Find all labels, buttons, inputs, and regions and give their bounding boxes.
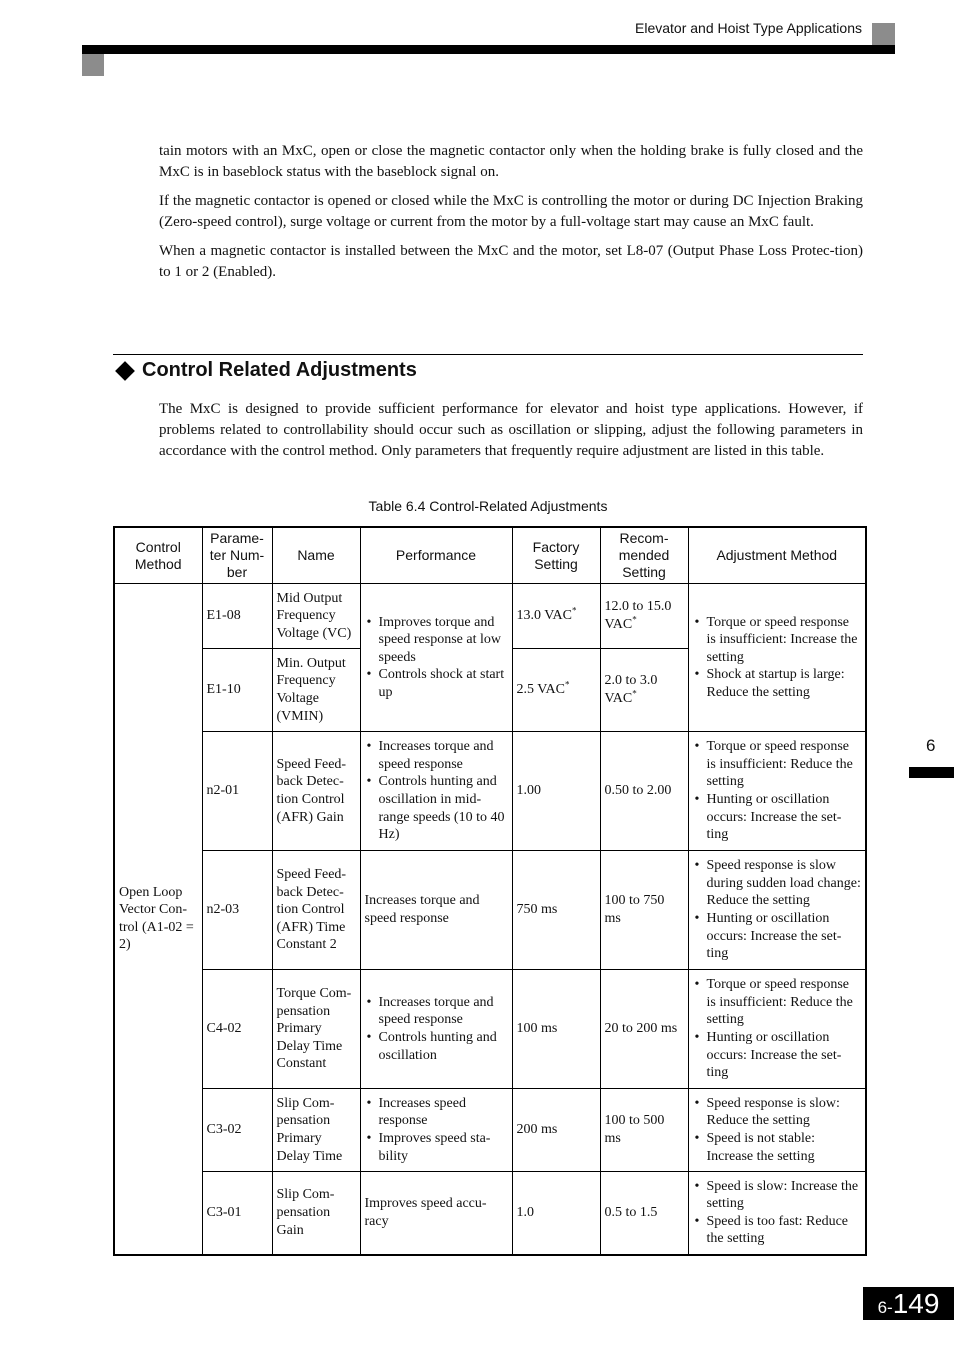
table-row: [114, 1172, 866, 1255]
table-row: [114, 970, 866, 1089]
section-text: [159, 399, 863, 470]
adjustment-item: • Speed is not stable: Increase the setting: [693, 1130, 862, 1165]
param-number-cell: C4-02: [202, 970, 272, 1089]
table-row: [114, 584, 866, 649]
recommended-value: 12.0 to 15.0 VAC: [604, 599, 672, 632]
adjustment-item: • Hunting or oscillation occurs: Increase the set-ting: [693, 910, 862, 963]
intro-paragraph: When a magnetic contactor is installed between the MxC and the motor, set L8-07 (Output Phase Loss Protec-tion) to 1 or 2 (Enabled).: [159, 243, 863, 280]
adjustment-item: • Torque or speed response is insufficient: Increase the setting: [693, 614, 862, 667]
adjustment-item: • Hunting or oscillation occurs: Increase the set-ting: [693, 1029, 862, 1082]
performance-item: • Improves speed sta-bility: [365, 1130, 508, 1165]
section-paragraph: The MxC is designed to provide sufficient performance for elevator and hoist type applications. However, if problems related to controllability should occur such as oscillation or slipping, adjust the following parameters in accordance with the control method. Only parameters that frequently require adjustment are listed in this table.: [159, 401, 863, 459]
param-name-cell: Torque Com-pensation Primary Delay Time Constant: [272, 970, 360, 1089]
table-row: [114, 1089, 866, 1172]
param-name-cell: Speed Feed-back Detec-tion Control (AFR) Time Constant 2: [272, 851, 360, 970]
intro-paragraph: If the magnetic contactor is opened or closed while the MxC is controlling the motor or during DC Injection Braking (Zero-speed control), surge voltage or current from the motor by a full-voltage start may cause an MxC fault.: [159, 193, 863, 230]
performance-item: • Controls shock at start up: [365, 666, 508, 701]
chapter-tab-number: 6: [926, 736, 936, 755]
adjustment-item: • Hunting or oscillation occurs: Increase the set-ting: [693, 791, 862, 844]
factory-setting-cell: 1.0: [512, 1172, 600, 1255]
adjustment-item: • Speed is too fast: Reduce the setting: [693, 1213, 862, 1248]
performance-item: • Controls hunting and oscillation in mid-range speeds (10 to 40 Hz): [365, 773, 508, 843]
recommended-setting-cell: [600, 584, 688, 649]
param-name-cell: Slip Com-pensation Gain: [272, 1172, 360, 1255]
table-header-row: [114, 527, 866, 584]
adjustment-item: • Speed response is slow during sudden load change: Reduce the setting: [693, 857, 862, 910]
table-row: [114, 732, 866, 851]
page-number-prefix: 6-: [877, 1298, 893, 1317]
factory-value: 2.5 VAC: [516, 682, 566, 698]
adjustment-method-cell: [688, 1172, 866, 1255]
footnote-mark: *: [632, 614, 637, 625]
performance-cell: Improves speed accu-racy: [360, 1172, 512, 1255]
adjustment-item: • Torque or speed response is insufficient: Reduce the setting: [693, 976, 862, 1029]
intro-text: [159, 141, 863, 291]
intro-paragraph: tain motors with an MxC, open or close the magnetic contactor only when the holding brake is fully closed and the MxC is in baseblock status with the baseblock signal on.: [159, 143, 863, 180]
factory-setting-cell: 750 ms: [512, 851, 600, 970]
performance-item: • Controls hunting and oscillation: [365, 1029, 508, 1064]
page-number: [863, 1287, 954, 1320]
recommended-setting-cell: 0.50 to 2.00: [600, 732, 688, 851]
footnote-mark: *: [572, 605, 577, 616]
running-header-title: Elevator and Hoist Type Applications: [635, 20, 862, 36]
footnote-mark: *: [632, 688, 637, 699]
footnote-mark: *: [565, 679, 570, 690]
control-adjustments-table: [113, 526, 867, 1256]
column-header: Name: [272, 527, 360, 584]
performance-cell: [360, 732, 512, 851]
param-number-cell: E1-10: [202, 649, 272, 732]
column-header: Adjustment Method: [688, 527, 866, 584]
factory-value: 13.0 VAC: [516, 608, 573, 624]
recommended-setting-cell: 0.5 to 1.5: [600, 1172, 688, 1255]
factory-setting-cell: [512, 584, 600, 649]
performance-item: • Improves torque and speed response at low speeds: [365, 614, 508, 667]
performance-item: • Increases torque and speed response: [365, 994, 508, 1029]
recommended-setting-cell: [600, 649, 688, 732]
table-caption: Table 6.4 Control-Related Adjustments: [368, 498, 608, 514]
column-header: Control Method: [114, 527, 202, 584]
performance-cell: [360, 1089, 512, 1172]
adjustment-method-cell: [688, 970, 866, 1089]
section-heading: [114, 359, 417, 382]
adjustment-method-cell: [688, 732, 866, 851]
header-rule-bar: [82, 45, 895, 54]
factory-setting-cell: [512, 649, 600, 732]
section-heading-text: Control Related Adjustments: [142, 359, 417, 381]
performance-cell: [360, 584, 512, 732]
column-header: Factory Setting: [512, 527, 600, 584]
param-name-cell: Mid Output Frequency Voltage (VC): [272, 584, 360, 649]
adjustment-item: • Speed is slow: Increase the setting: [693, 1178, 862, 1213]
recommended-setting-cell: 100 to 750 ms: [600, 851, 688, 970]
column-header: Parame-ter Num-ber: [202, 527, 272, 584]
performance-item: • Increases speed response: [365, 1095, 508, 1130]
adjustment-item: • Shock at startup is large: Reduce the setting: [693, 666, 862, 701]
control-method-cell: Open Loop Vector Con-trol (A1-02 = 2): [114, 584, 202, 1255]
param-number-cell: C3-02: [202, 1089, 272, 1172]
recommended-setting-cell: 20 to 200 ms: [600, 970, 688, 1089]
param-number-cell: n2-03: [202, 851, 272, 970]
param-name-cell: Slip Com-pensation Primary Delay Time: [272, 1089, 360, 1172]
diamond-bullet-icon: [115, 361, 135, 381]
recommended-setting-cell: 100 to 500 ms: [600, 1089, 688, 1172]
param-number-cell: C3-01: [202, 1172, 272, 1255]
section-rule: [113, 354, 863, 355]
param-name-cell: Speed Feed-back Detec-tion Control (AFR) Gain: [272, 732, 360, 851]
column-header: Recom-mended Setting: [600, 527, 688, 584]
adjustment-item: • Speed response is slow: Reduce the setting: [693, 1095, 862, 1130]
page-number-value: 149: [892, 1288, 940, 1319]
column-header: Performance: [360, 527, 512, 584]
param-name-cell: Min. Output Frequency Voltage (VMIN): [272, 649, 360, 732]
adjustment-method-cell: [688, 1089, 866, 1172]
factory-setting-cell: 100 ms: [512, 970, 600, 1089]
adjustment-item: • Torque or speed response is insufficient: Reduce the setting: [693, 738, 862, 791]
recommended-value: 2.0 to 3.0 VAC: [604, 673, 658, 706]
chapter-tab-bar: [909, 767, 954, 778]
header-gray-square-right: [872, 23, 895, 46]
param-number-cell: E1-08: [202, 584, 272, 649]
performance-cell: [360, 970, 512, 1089]
table-row: [114, 851, 866, 970]
adjustment-method-cell: [688, 851, 866, 970]
performance-cell: Increases torque and speed response: [360, 851, 512, 970]
factory-setting-cell: 1.00: [512, 732, 600, 851]
header-gray-square-left: [82, 54, 104, 76]
param-number-cell: n2-01: [202, 732, 272, 851]
adjustment-method-cell: [688, 584, 866, 732]
performance-item: • Increases torque and speed response: [365, 738, 508, 773]
factory-setting-cell: 200 ms: [512, 1089, 600, 1172]
